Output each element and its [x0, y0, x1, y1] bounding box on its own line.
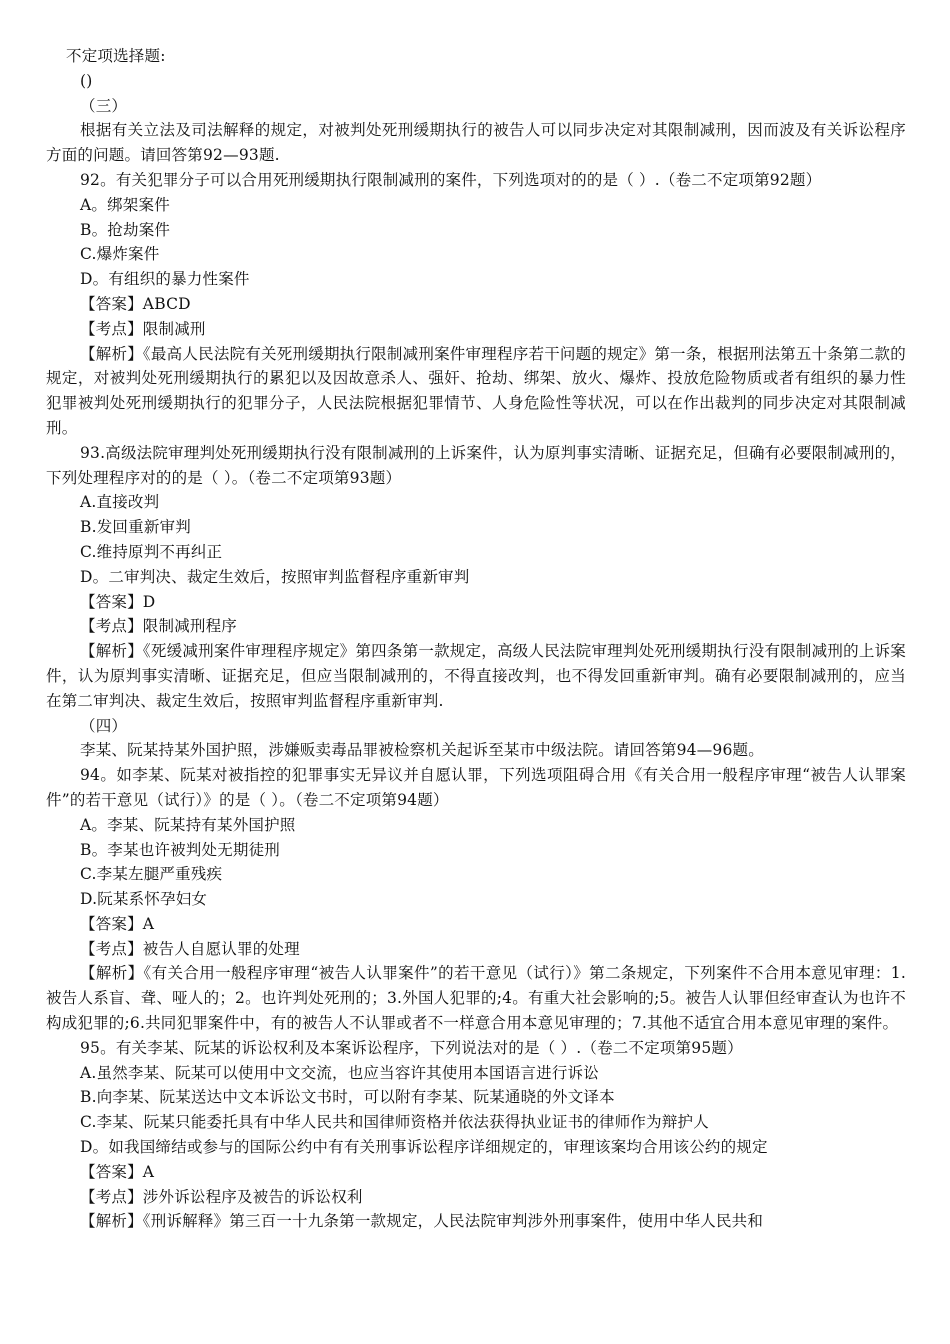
question: 93.高级法院审理判处死刑缓期执行没有限制减刑的上诉案件，认为原判事实清晰、证据充足，但确有必要限制减刑的，下列处理程序对的的是（ ）。（卷二不定项第93题） — [46, 443, 906, 487]
option: D.阮某系怀孕妇女 — [80, 890, 208, 909]
paragraph: 根据有关立法及司法解释的规定，对被判处死刑缓期执行的被告人可以同步决定对其限制减刑，因而波及有关诉讼程序方面的问题。请回答第92—93题. — [46, 121, 906, 165]
option: D。有组织的暴力性案件 — [80, 270, 250, 289]
analysis: 【解析】《有关合用一般程序审理“被告人认罪案件”的若干意见（试行）》第二条规定，下列案件不合用本意见审理：1.被告人系盲、聋、哑人的；2。也许判处死刑的；3.外国人犯罪的;4。有重大社会影响的;5。被告人认罪但经审查认为也许不构成犯罪的;6.共同犯罪案件中，有的被告人不认罪或者不一样意合用本意见审理的；7.其他不适宜合用本意见审理的案件。 — [46, 964, 906, 1033]
analysis: 【解析】《最高人民法院有关死刑缓期执行限制减刑案件审理程序若干问题的规定》第一条，根据刑法第五十条第二款的规定，对被判处死刑缓期执行的累犯以及因故意杀人、强奸、抢劫、绑架、放火、爆炸、投放危险物质或者有组织的暴力性犯罪被判处死刑缓期执行的犯罪分子，人民法院根据犯罪情节、人身危险性等状况，可以在作出裁判的同步决定对其限制减刑。 — [46, 344, 906, 437]
key-point: 【考点】涉外诉讼程序及被告的诉讼权利 — [80, 1187, 363, 1206]
document-body — [46, 44, 906, 1234]
key-point: 【考点】被告人自愿认罪的处理 — [80, 939, 300, 958]
option: C.维持原判不再纠正 — [80, 542, 223, 561]
option: B.发回重新审判 — [80, 518, 191, 537]
option: B.向李某、阮某送达中文本诉讼文书时，可以附有李某、阮某通晓的外文译本 — [80, 1088, 615, 1107]
option: D。二审判决、裁定生效后，按照审判监督程序重新审判 — [80, 567, 470, 586]
analysis: 【解析】《死缓减刑案件审理程序规定》第四条第一款规定，高级人民法院审理判处死刑缓期执行没有限制减刑的上诉案件，认为原判事实清晰、证据充足，但应当限制减刑的，不得直接改判，也不得发回重新审判。确有必要限制减刑的，应当在第二审判决、裁定生效后，按照审判监督程序重新审判. — [46, 642, 906, 710]
answer: 【答案】A — [80, 1162, 155, 1181]
question: 94。如李某、阮某对被指控的犯罪事实无异议并自愿认罪，下列选项阻碍合用《有关合用一般程序审理“被告人认罪案件”的若干意见（试行）》的是（ ）。（卷二不定项第94题） — [46, 766, 906, 809]
key-point: 【考点】限制减刑 — [80, 319, 206, 338]
option: A。绑架案件 — [80, 195, 170, 214]
option: A.虽然李某、阮某可以使用中文交流，也应当容许其使用本国语言进行诉讼 — [80, 1063, 599, 1082]
option: C.李某、阮某只能委托具有中华人民共和国律师资格并依法获得执业证书的律师作为辩护人 — [80, 1113, 709, 1132]
section-number: （四） — [80, 716, 128, 735]
section-number: （三） — [80, 96, 128, 115]
paragraph: () — [80, 71, 93, 90]
analysis: 【解析】《刑诉解释》第三百一十九条第一款规定，人民法院审判涉外刑事案件，使用中华人民共和 — [80, 1212, 764, 1231]
question: 95。有关李某、阮某的诉讼权利及本案诉讼程序，下列说法对的是（ ）.（卷二不定项第95题） — [80, 1038, 743, 1057]
paragraph: 李某、阮某持某外国护照，涉嫌贩卖毒品罪被检察机关起诉至某市中级法院。请回答第94—96题。 — [80, 741, 764, 760]
answer: 【答案】A — [80, 914, 155, 933]
question: 92。有关犯罪分子可以合用死刑缓期执行限制减刑的案件，下列选项对的的是（ ）.（卷二不定项第92题） — [80, 170, 822, 189]
answer: 【答案】ABCD — [80, 294, 191, 313]
answer: 【答案】D — [80, 592, 156, 611]
option: D。如我国缔结或参与的国际公约中有有关刑事诉讼程序详细规定的，审理该案均合用该公约的规定 — [80, 1138, 768, 1157]
option: C.李某左腿严重残疾 — [80, 865, 223, 884]
option: C.爆炸案件 — [80, 245, 160, 264]
option: A。李某、阮某持有某外国护照 — [80, 815, 296, 834]
option: A.直接改判 — [80, 493, 160, 512]
option: B。抢劫案件 — [80, 220, 171, 239]
key-point: 【考点】限制减刑程序 — [80, 617, 238, 636]
section-heading: 不定项选择题: — [66, 47, 166, 65]
option: B。李某也许被判处无期徒刑 — [80, 840, 280, 859]
